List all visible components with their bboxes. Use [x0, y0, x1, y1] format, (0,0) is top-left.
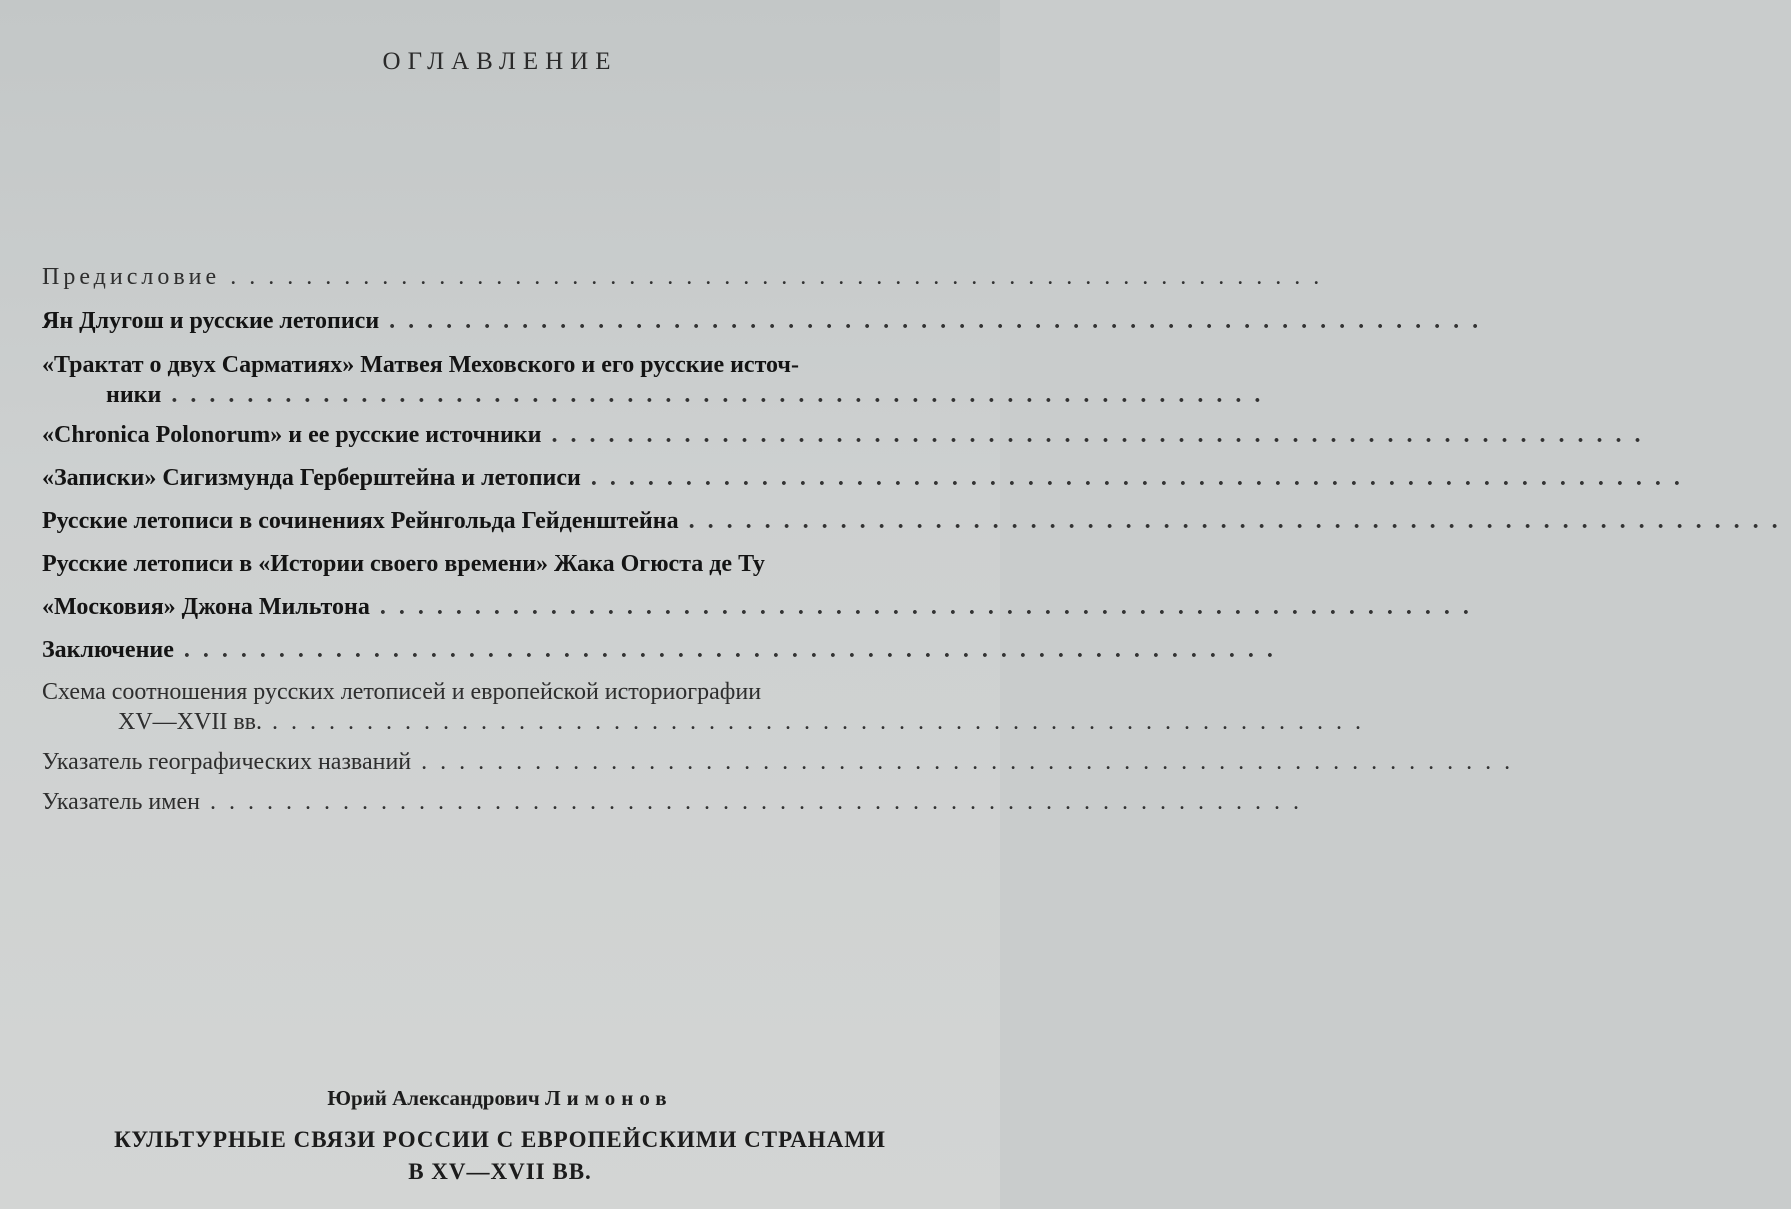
- dot-leader: ..........................................................: [421, 749, 1524, 775]
- toc-entry-title: Русские летописи в сочинениях Рейнгольда Гейденштейна: [42, 508, 679, 534]
- toc-entry-conclusion: [42, 635, 1286, 665]
- toc-entry-title: Русские летописи в «Истории своего времени» Жака Огюста де Ту: [42, 551, 765, 577]
- dot-leader: ..........................................................: [171, 382, 1274, 408]
- dot-leader: ..........................................................: [271, 709, 1374, 735]
- toc-entry-scheme: [42, 677, 1374, 737]
- toc-entry-title-continued: XV—XVII вв.: [118, 709, 262, 735]
- dot-leader: ..........................................................: [230, 264, 1333, 290]
- toc-entry-title: Заключение: [42, 637, 174, 663]
- toc-entry-herberstein: [42, 463, 1693, 493]
- toc-entry-chronica: [42, 420, 1654, 450]
- toc-entry-title: «Трактат о двух Сарматиях» Матвея Меховского и его русские источ-: [42, 352, 799, 378]
- toc-entry-title: Схема соотношения русских летописей и европейской историографии: [42, 679, 762, 705]
- dot-leader: ..........................................................: [590, 465, 1693, 491]
- toc-entry-title: Указатель имен: [42, 789, 200, 815]
- dot-leader: ..........................................................: [183, 637, 1286, 663]
- toc-entry-title: Указатель географических названий: [42, 749, 412, 775]
- author-name: [0, 1086, 1000, 1111]
- dot-leader: ..........................................................: [688, 508, 1791, 534]
- book-title-line: КУЛЬТУРНЫЕ СВЯЗИ РОССИИ С ЕВРОПЕЙСКИМИ СТРАНАМИ: [114, 1127, 886, 1152]
- author-surname: Лимонов: [544, 1086, 673, 1110]
- toc-entry-title: Ян Длугош и русские летописи: [42, 308, 380, 334]
- toc-entry-title: «Chronica Polonorum» и ее русские источники: [42, 422, 542, 448]
- toc-entry-title: «Записки» Сигизмунда Герберштейна и летописи: [42, 465, 581, 491]
- toc-entry-preface: [42, 262, 1333, 292]
- book-title: [0, 1124, 1000, 1188]
- dot-leader: ..........................................................: [389, 308, 1492, 334]
- dot-leader: ..........................................................: [551, 422, 1654, 448]
- author-first-name: Юрий Александрович: [327, 1086, 540, 1110]
- toc-entry-geo-index: [42, 747, 1524, 777]
- page-title: ОГЛАВЛЕНИЕ: [382, 48, 618, 75]
- toc-entry-de-thou: [42, 549, 987, 579]
- dot-leader: ..........................................................: [209, 789, 1312, 815]
- toc-entry-milton: [42, 592, 1482, 622]
- table-of-contents: [42, 262, 1791, 817]
- toc-entry-dlugosz: [42, 306, 1492, 336]
- toc-entry-miechowita: [42, 350, 1274, 410]
- toc-entry-title: «Московия» Джона Мильтона: [42, 594, 370, 620]
- toc-entry-title: Предисловие: [42, 264, 221, 290]
- book-title-line: В XV—XVII ВВ.: [408, 1159, 592, 1184]
- dot-leader: ..........................................................: [379, 594, 1482, 620]
- toc-entry-name-index: [42, 787, 1312, 817]
- toc-entry-heidenstein: [42, 506, 1791, 536]
- toc-entry-title-continued: ники: [106, 382, 162, 408]
